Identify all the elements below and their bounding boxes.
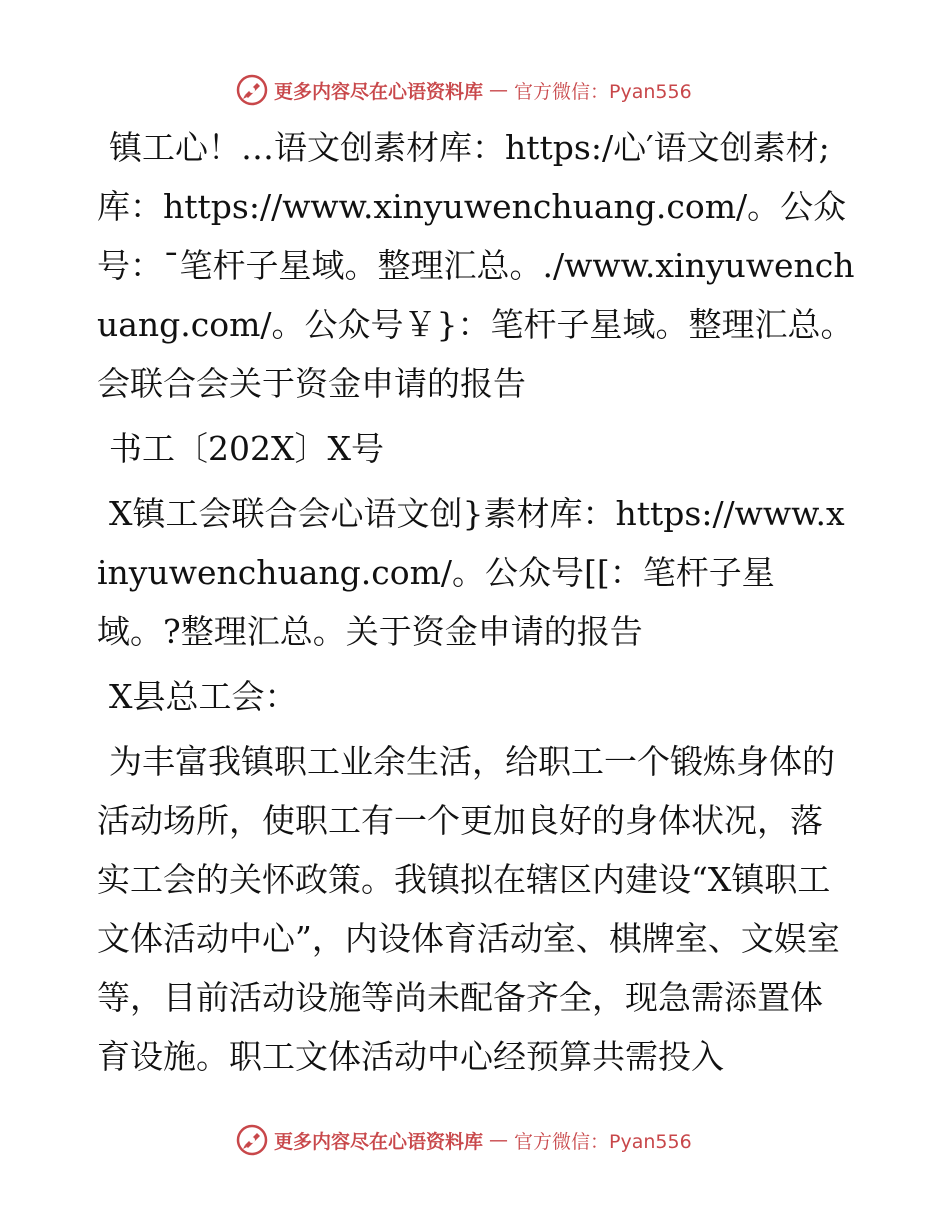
brand-logo-icon xyxy=(236,1124,268,1156)
footer-wechat-text: 官方微信：Pyan556 xyxy=(514,1130,692,1153)
paragraph-issuer-title: X镇工会联合会心语文创}素材库：https://www.xinyuwenchuang.com/。公众号[[：笔杆子星域。?整理汇总。关于资金申请的报告 xyxy=(97,494,845,651)
paragraph-document-number: 书工〔202X〕X号 xyxy=(109,429,384,468)
document-body xyxy=(97,118,855,1086)
header-separator: — xyxy=(489,79,509,101)
paragraph-body: 为丰富我镇职工业余生活，给职工一个锻炼身体的活动场所，使职工有一个更加良好的身体状况，落实工会的关怀政策。我镇拟在辖区内建设“X镇职工文体活动中心”，内设体育活动室、棋牌室、文娱室等，目前活动设施等尚未配备齐全，现急需添置体育设施。职工文体活动中心经预算共需投入 xyxy=(97,742,840,1076)
header-wechat-text: 官方微信：Pyan556 xyxy=(514,80,692,103)
footer-banner[interactable] xyxy=(236,1120,692,1160)
brand-logo-icon xyxy=(236,74,268,106)
paragraph-title-block: 镇工心！…语文创素材库：https:/心′语文创素材;库：https://www.xinyuwenchuang.com/。公众号：¯笔杆子星域。整理汇总。./www.xinyuwenchuang.com/。公众号￥}：笔杆子星域。整理汇总。会联合会关于资金申请的报告 xyxy=(97,128,855,403)
footer-separator: — xyxy=(489,1129,509,1151)
header-promo-text: 更多内容尽在心语资料库 xyxy=(274,80,484,103)
header-banner[interactable] xyxy=(236,70,692,110)
footer-promo-text: 更多内容尽在心语资料库 xyxy=(274,1130,484,1153)
paragraph-salutation: X县总工会： xyxy=(109,677,298,716)
